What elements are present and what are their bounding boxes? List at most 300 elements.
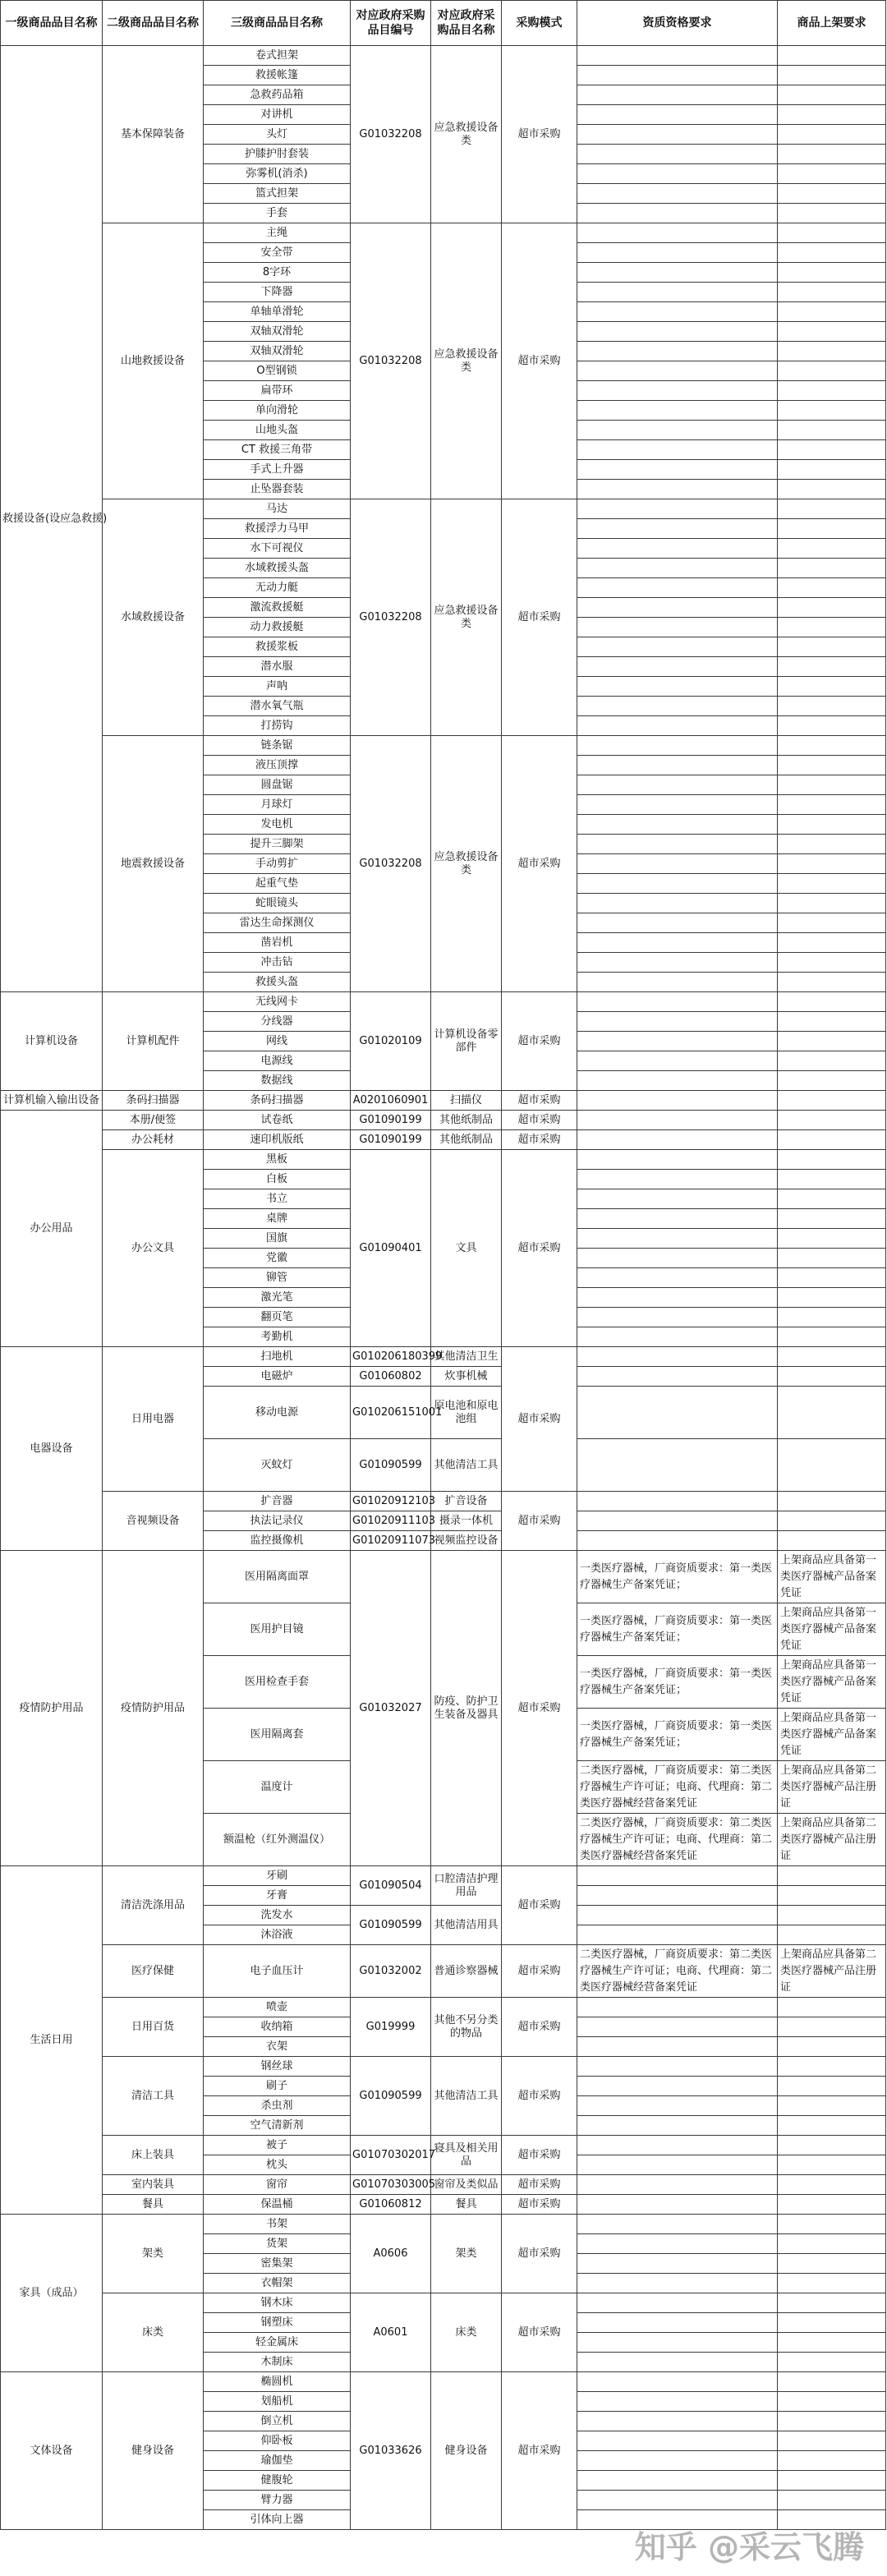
level2-category-cell: 本册/便签 [103, 1111, 204, 1130]
listing-requirement-cell [778, 716, 886, 736]
table-row [1, 1347, 886, 1367]
listing-requirement-cell [778, 2451, 886, 2471]
listing-requirement-cell [778, 460, 886, 480]
listing-requirement-cell [778, 2155, 886, 2175]
listing-requirement-cell [778, 1189, 886, 1209]
level1-category-cell: 家具（成品） [1, 2215, 103, 2372]
gov-name-cell: 普通诊察器械 [431, 1945, 502, 1998]
level3-item-cell: 刷子 [204, 2077, 351, 2096]
qualification-cell [577, 145, 778, 164]
listing-requirement-cell [778, 2293, 886, 2313]
mode-cell: 超市采购 [502, 1091, 577, 1111]
qualification-cell: 一类医疗器械，厂商资质要求：第一类医疗器械生产备案凭证； [577, 1603, 778, 1656]
level3-item-cell: 救援浆板 [204, 637, 351, 657]
level3-item-cell: 双轴双滑轮 [204, 342, 351, 361]
level3-item-cell: 白板 [204, 1170, 351, 1189]
level2-category-cell: 疫情防护用品 [103, 1551, 204, 1866]
qualification-cell [577, 421, 778, 440]
qualification-cell [577, 1531, 778, 1551]
qualification-cell [577, 598, 778, 618]
listing-requirement-cell [778, 795, 886, 815]
qualification-cell [577, 1327, 778, 1347]
gov-code-cell: G01032208 [351, 736, 431, 992]
level3-item-cell: 救援帐篷 [204, 66, 351, 85]
listing-requirement-cell: 上架商品应具备第二类医疗器械产品注册证 [778, 1814, 886, 1866]
listing-requirement-cell [778, 164, 886, 184]
qualification-cell [577, 933, 778, 953]
table-row [1, 2293, 886, 2313]
qualification-cell [577, 204, 778, 223]
level3-item-cell: 安全带 [204, 243, 351, 263]
qualification-cell [577, 677, 778, 697]
qualification-cell [577, 2096, 778, 2116]
listing-requirement-cell [778, 1347, 886, 1367]
qualification-cell [577, 953, 778, 973]
level3-item-cell: 液压顶撑 [204, 756, 351, 775]
listing-requirement-cell: 上架商品应具备第二类医疗器械产品注册证 [778, 1761, 886, 1814]
listing-requirement-cell [778, 1288, 886, 1308]
listing-requirement-cell [778, 657, 886, 677]
level3-item-cell: 条码扫描器 [204, 1091, 351, 1111]
qualification-cell [577, 2471, 778, 2491]
listing-requirement-cell [778, 2254, 886, 2274]
qualification-cell [577, 480, 778, 499]
qualification-cell [577, 105, 778, 125]
qualification-cell [577, 1170, 778, 1189]
listing-requirement-cell [778, 2116, 886, 2136]
mode-cell: 超市采购 [502, 2372, 577, 2530]
level3-item-cell: 牙膏 [204, 1886, 351, 1906]
listing-requirement-cell [778, 499, 886, 519]
level3-item-cell: 钢塑床 [204, 2313, 351, 2333]
level3-item-cell: 雷达生命探测仪 [204, 913, 351, 933]
qualification-cell [577, 2195, 778, 2215]
qualification-cell [577, 1925, 778, 1945]
gov-name-cell: 口腔清洁护理用品 [431, 1866, 502, 1906]
level3-item-cell: 空气清新剂 [204, 2116, 351, 2136]
gov-code-cell: G01020912103 [351, 1492, 431, 1511]
level3-item-cell: 声呐 [204, 677, 351, 697]
listing-requirement-cell [778, 263, 886, 283]
header-qualification: 资质资格要求 [577, 1, 778, 46]
listing-requirement-cell [778, 913, 886, 933]
level3-item-cell: 潜水服 [204, 657, 351, 677]
gov-code-cell: G01090599 [351, 1906, 431, 1945]
listing-requirement-cell [778, 1439, 886, 1492]
gov-code-cell: G01090504 [351, 1866, 431, 1906]
listing-requirement-cell [778, 1886, 886, 1906]
listing-requirement-cell [778, 46, 886, 66]
level3-item-cell: 扩音器 [204, 1492, 351, 1511]
listing-requirement-cell [778, 1111, 886, 1130]
listing-requirement-cell [778, 2353, 886, 2372]
listing-requirement-cell [778, 2175, 886, 2195]
listing-requirement-cell [778, 973, 886, 992]
qualification-cell [577, 302, 778, 322]
level3-item-cell: 激光笔 [204, 1288, 351, 1308]
qualification-cell [577, 1012, 778, 1032]
listing-requirement-cell [778, 2077, 886, 2096]
qualification-cell [577, 2431, 778, 2451]
qualification-cell [577, 992, 778, 1012]
gov-name-cell: 其他纸制品 [431, 1130, 502, 1150]
level3-item-cell: 水下可视仪 [204, 539, 351, 559]
mode-cell: 超市采购 [502, 223, 577, 499]
qualification-cell [577, 125, 778, 145]
level3-item-cell: 网线 [204, 1032, 351, 1051]
level3-item-cell: 护膝护肘套装 [204, 145, 351, 164]
qualification-cell [577, 716, 778, 736]
table-row [1, 2136, 886, 2155]
level3-item-cell: 分线器 [204, 1012, 351, 1032]
listing-requirement-cell [778, 105, 886, 125]
qualification-cell [577, 85, 778, 105]
level2-category-cell: 地震救援设备 [103, 736, 204, 992]
level3-item-cell: 电子血压计 [204, 1945, 351, 1998]
level3-item-cell: 冲击钻 [204, 953, 351, 973]
gov-code-cell: G01020109 [351, 992, 431, 1091]
qualification-cell [577, 2274, 778, 2293]
listing-requirement-cell [778, 381, 886, 401]
listing-requirement-cell [778, 2491, 886, 2510]
header-mode: 采购模式 [502, 1, 577, 46]
listing-requirement-cell: 上架商品应具备第一类医疗器械产品备案凭证 [778, 1603, 886, 1656]
table-row [1, 1998, 886, 2017]
qualification-cell [577, 539, 778, 559]
level2-category-cell: 架类 [103, 2215, 204, 2293]
gov-code-cell: A0601 [351, 2293, 431, 2372]
mode-cell: 超市采购 [502, 499, 577, 736]
qualification-cell [577, 1111, 778, 1130]
table-row [1, 223, 886, 243]
level3-item-cell: 起重气垫 [204, 874, 351, 894]
level2-category-cell: 餐具 [103, 2195, 204, 2215]
listing-requirement-cell: 上架商品应具备第一类医疗器械产品备案凭证 [778, 1709, 886, 1761]
level3-item-cell: 划船机 [204, 2392, 351, 2412]
qualification-cell [577, 499, 778, 519]
mode-cell: 超市采购 [502, 1130, 577, 1150]
listing-requirement-cell: 上架商品应具备第二类医疗器械产品注册证 [778, 1945, 886, 1998]
level3-item-cell: 凿岩机 [204, 933, 351, 953]
header-gov-code: 对应政府采购品目编号 [351, 1, 431, 46]
qualification-cell [577, 2037, 778, 2057]
level3-item-cell: 医用隔离套 [204, 1709, 351, 1761]
level3-item-cell: 电源线 [204, 1051, 351, 1071]
level3-item-cell: 考勤机 [204, 1327, 351, 1347]
level3-item-cell: 国旗 [204, 1229, 351, 1249]
gov-name-cell: 其他清洁工具 [431, 2057, 502, 2136]
qualification-cell [577, 1886, 778, 1906]
gov-name-cell: 计算机设备零部件 [431, 992, 502, 1091]
mode-cell: 超市采购 [502, 1347, 577, 1492]
qualification-cell [577, 243, 778, 263]
qualification-cell [577, 2491, 778, 2510]
level3-item-cell: 衣架 [204, 2037, 351, 2057]
qualification-cell [577, 1439, 778, 1492]
level2-category-cell: 音视频设备 [103, 1492, 204, 1551]
qualification-cell [577, 66, 778, 85]
listing-requirement-cell [778, 66, 886, 85]
level3-item-cell: 扁带环 [204, 381, 351, 401]
level2-category-cell: 办公文具 [103, 1150, 204, 1347]
gov-code-cell: G01090199 [351, 1111, 431, 1130]
gov-code-cell: G01032002 [351, 1945, 431, 1998]
qualification-cell [577, 1998, 778, 2017]
level3-item-cell: CT 救援三角带 [204, 440, 351, 460]
listing-requirement-cell [778, 440, 886, 460]
listing-requirement-cell [778, 1249, 886, 1268]
mode-cell: 超市采购 [502, 46, 577, 223]
qualification-cell [577, 2155, 778, 2175]
qualification-cell: 二类医疗器械，厂商资质要求：第二类医疗器械生产许可证；电商、代理商：第二类医疗器械经营备案凭证 [577, 1761, 778, 1814]
qualification-cell: 一类医疗器械，厂商资质要求：第一类医疗器械生产备案凭证； [577, 1656, 778, 1709]
gov-code-cell: G01090599 [351, 1439, 431, 1492]
qualification-cell [577, 2392, 778, 2412]
level2-category-cell: 计算机配件 [103, 992, 204, 1091]
level3-item-cell: 山地头盔 [204, 421, 351, 440]
level3-item-cell: 医用隔离面罩 [204, 1551, 351, 1603]
level3-item-cell: O型钢锁 [204, 361, 351, 381]
gov-code-cell: G01090599 [351, 2057, 431, 2136]
gov-name-cell: 其他清洁工具 [431, 1439, 502, 1492]
qualification-cell [577, 1091, 778, 1111]
level3-item-cell: 书立 [204, 1189, 351, 1209]
level1-category-cell: 疫情防护用品 [1, 1551, 103, 1866]
qualification-cell [577, 1308, 778, 1327]
gov-code-cell: G01020911073 [351, 1531, 431, 1551]
level3-item-cell: 圆盘锯 [204, 775, 351, 795]
table-row [1, 992, 886, 1012]
level2-category-cell: 清洁工具 [103, 2057, 204, 2136]
gov-name-cell: 床类 [431, 2293, 502, 2372]
listing-requirement-cell [778, 598, 886, 618]
mode-cell: 超市采购 [502, 1866, 577, 1945]
listing-requirement-cell [778, 618, 886, 637]
qualification-cell [577, 342, 778, 361]
qualification-cell [577, 1051, 778, 1071]
level3-item-cell: 钢木床 [204, 2293, 351, 2313]
table-row [1, 2175, 886, 2195]
listing-requirement-cell [778, 1511, 886, 1531]
level3-item-cell: 无动力艇 [204, 578, 351, 598]
qualification-cell [577, 559, 778, 578]
level2-category-cell: 办公耗材 [103, 1130, 204, 1150]
qualification-cell [577, 2017, 778, 2037]
level2-category-cell: 水域救援设备 [103, 499, 204, 736]
level3-item-cell: 铆管 [204, 1268, 351, 1288]
listing-requirement-cell [778, 283, 886, 302]
watermark: 知乎 @采云飞腾 [634, 2529, 864, 2565]
table-row [1, 1866, 886, 1886]
level2-category-cell: 床类 [103, 2293, 204, 2372]
level3-item-cell: 发电机 [204, 815, 351, 835]
listing-requirement-cell [778, 1492, 886, 1511]
qualification-cell [577, 361, 778, 381]
listing-requirement-cell [778, 480, 886, 499]
level3-item-cell: 头灯 [204, 125, 351, 145]
listing-requirement-cell [778, 2372, 886, 2392]
listing-requirement-cell [778, 1925, 886, 1945]
listing-requirement-cell [778, 1327, 886, 1347]
level3-item-cell: 手动剪扩 [204, 854, 351, 874]
level3-item-cell: 健腹轮 [204, 2471, 351, 2491]
level3-item-cell: 单轴单滑轮 [204, 302, 351, 322]
gov-name-cell: 窗帘及类似品 [431, 2175, 502, 2195]
listing-requirement-cell [778, 677, 886, 697]
level3-item-cell: 杀虫剂 [204, 2096, 351, 2116]
gov-name-cell: 扫描仪 [431, 1091, 502, 1111]
mode-cell: 超市采购 [502, 992, 577, 1091]
qualification-cell [577, 1492, 778, 1511]
mode-cell: 超市采购 [502, 2293, 577, 2372]
level2-category-cell: 条码扫描器 [103, 1091, 204, 1111]
mode-cell: 超市采购 [502, 2175, 577, 2195]
listing-requirement-cell [778, 637, 886, 657]
qualification-cell [577, 440, 778, 460]
table-row [1, 499, 886, 519]
level3-item-cell: 水域救援头盔 [204, 559, 351, 578]
level3-item-cell: 急救药品箱 [204, 85, 351, 105]
mode-cell: 超市采购 [502, 2057, 577, 2136]
listing-requirement-cell [778, 2274, 886, 2293]
gov-name-cell: 架类 [431, 2215, 502, 2293]
level3-item-cell: 木制床 [204, 2353, 351, 2372]
qualification-cell [577, 2234, 778, 2254]
gov-name-cell: 炊事机械 [431, 1367, 502, 1387]
qualification-cell [577, 322, 778, 342]
level3-item-cell: 洗发水 [204, 1906, 351, 1925]
qualification-cell [577, 815, 778, 835]
listing-requirement-cell [778, 519, 886, 539]
listing-requirement-cell [778, 184, 886, 204]
level3-item-cell: 止坠器套装 [204, 480, 351, 499]
listing-requirement-cell [778, 1308, 886, 1327]
level3-item-cell: 桌牌 [204, 1209, 351, 1229]
qualification-cell [577, 2333, 778, 2353]
qualification-cell [577, 401, 778, 421]
gov-name-cell: 文具 [431, 1150, 502, 1347]
mode-cell: 超市采购 [502, 736, 577, 992]
qualification-cell [577, 736, 778, 756]
qualification-cell [577, 46, 778, 66]
gov-name-cell: 其他清洁用具 [431, 1906, 502, 1945]
listing-requirement-cell [778, 2096, 886, 2116]
listing-requirement-cell [778, 145, 886, 164]
gov-name-cell: 应急救援设备类 [431, 736, 502, 992]
listing-requirement-cell [778, 243, 886, 263]
gov-name-cell: 扩音设备 [431, 1492, 502, 1511]
level2-category-cell: 床上装具 [103, 2136, 204, 2175]
level3-item-cell: 提升三脚架 [204, 835, 351, 854]
level3-item-cell: 救援浮力马甲 [204, 519, 351, 539]
mode-cell: 超市采购 [502, 1945, 577, 1998]
table-row [1, 1551, 886, 1603]
level3-item-cell: 手式上升器 [204, 460, 351, 480]
level3-item-cell: 黑板 [204, 1150, 351, 1170]
level3-item-cell: 监控摄像机 [204, 1531, 351, 1551]
level3-item-cell: 月球灯 [204, 795, 351, 815]
level2-category-cell: 日用电器 [103, 1347, 204, 1492]
mode-cell: 超市采购 [502, 2136, 577, 2175]
level1-category-cell: 计算机设备 [1, 992, 103, 1091]
qualification-cell [577, 578, 778, 598]
qualification-cell [577, 1071, 778, 1091]
level2-category-cell: 健身设备 [103, 2372, 204, 2530]
qualification-cell [577, 874, 778, 894]
qualification-cell [577, 913, 778, 933]
level3-item-cell: 牙刷 [204, 1866, 351, 1886]
listing-requirement-cell [778, 1866, 886, 1886]
table-row [1, 1111, 886, 1130]
listing-requirement-cell [778, 1170, 886, 1189]
header-level1: 一级商品品目名称 [1, 1, 103, 46]
qualification-cell [577, 1189, 778, 1209]
listing-requirement-cell [778, 401, 886, 421]
qualification-cell [577, 184, 778, 204]
listing-requirement-cell [778, 204, 886, 223]
table-row [1, 2057, 886, 2077]
qualification-cell [577, 2412, 778, 2431]
listing-requirement-cell [778, 302, 886, 322]
listing-requirement-cell [778, 1150, 886, 1170]
table-row [1, 2372, 886, 2392]
listing-requirement-cell [778, 421, 886, 440]
mode-cell: 超市采购 [502, 2195, 577, 2215]
listing-requirement-cell [778, 1998, 886, 2017]
qualification-cell [577, 2136, 778, 2155]
qualification-cell [577, 1209, 778, 1229]
gov-name-cell: 应急救援设备类 [431, 46, 502, 223]
level3-item-cell: 篮式担架 [204, 184, 351, 204]
level3-item-cell: 灭蚊灯 [204, 1439, 351, 1492]
qualification-cell [577, 283, 778, 302]
listing-requirement-cell [778, 2313, 886, 2333]
level3-item-cell: 医用检查手套 [204, 1656, 351, 1709]
mode-cell: 超市采购 [502, 1998, 577, 2057]
table-row [1, 1492, 886, 1511]
level3-item-cell: 倒立机 [204, 2412, 351, 2431]
level3-item-cell: 移动电源 [204, 1387, 351, 1439]
qualification-cell [577, 657, 778, 677]
listing-requirement-cell [778, 1130, 886, 1150]
listing-requirement-cell [778, 854, 886, 874]
listing-requirement-cell [778, 2392, 886, 2412]
level3-item-cell: 蛇眼镜头 [204, 894, 351, 913]
listing-requirement-cell [778, 1906, 886, 1925]
listing-requirement-cell: 上架商品应具备第一类医疗器械产品备案凭证 [778, 1656, 886, 1709]
level3-item-cell: 枕头 [204, 2155, 351, 2175]
level3-item-cell: 沐浴液 [204, 1925, 351, 1945]
gov-code-cell: G019999 [351, 1998, 431, 2057]
level3-item-cell: 弥雾机(消杀) [204, 164, 351, 184]
listing-requirement-cell [778, 322, 886, 342]
gov-name-cell: 原电池和原电池组 [431, 1387, 502, 1439]
listing-requirement-cell [778, 2333, 886, 2353]
listing-requirement-cell [778, 342, 886, 361]
level3-item-cell: 医用护目镜 [204, 1603, 351, 1656]
level3-item-cell: 轻金属床 [204, 2333, 351, 2353]
qualification-cell [577, 2353, 778, 2372]
level3-item-cell: 窗帘 [204, 2175, 351, 2195]
listing-requirement-cell [778, 2431, 886, 2451]
qualification-cell [577, 460, 778, 480]
qualification-cell [577, 223, 778, 243]
qualification-cell [577, 835, 778, 854]
level3-item-cell: 链条锯 [204, 736, 351, 756]
gov-code-cell: G01090199 [351, 1130, 431, 1150]
gov-name-cell: 应急救援设备类 [431, 223, 502, 499]
level3-item-cell: 温度计 [204, 1761, 351, 1814]
